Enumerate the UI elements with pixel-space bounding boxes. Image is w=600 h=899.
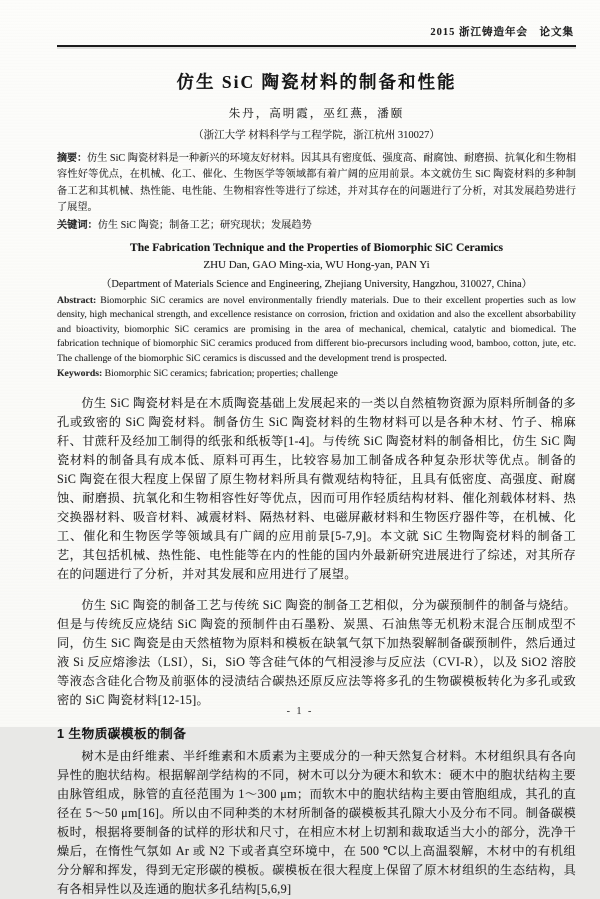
abstract-label-zh: 摘要： <box>57 153 87 164</box>
abstract-label-en: Abstract: <box>57 294 97 306</box>
body-paragraph-1: 仿生 SiC 陶瓷材料是在木质陶瓷基础上发展起来的一类以自然植物资源为原料所制备的多孔或致密的 SiC 陶瓷材料。制备仿生 SiC 陶瓷材料的生物材料可以是各种木材、竹子、棉麻秆、甘蔗秆及经加工制得的纸张和纸板等[1-4]。与传统 SiC 陶瓷材料的制备相比，仿生 SiC 陶瓷材料的制备具有成本低、原料可再生，比较容易加工制备成各种复杂形状等优点。制备的 SiC 陶瓷在很大程度上保留了原生物材料所具有微观结构特征，且具有低密度、高强度、耐腐蚀、耐磨损、抗氧化和生物相容性好等优点，因而可用作轻质结构材料、催化剂载体材料、热交换器材料、吸音材料、减震材料、隔热材料、电磁屏蔽材料和生物医疗器件等，在机械、化工、催化和生物医学等领域具有广阔的应用前景[5-7,9]。本文就 SiC 生物陶瓷材料的制备工艺，其包括机械、热性能、电性能等在内的性能的国内外最新研究进展进行了综述，对其所存在的问题进行了分析，并对其发展和应用进行了展望。 <box>57 396 576 582</box>
authors-en: ZHU Dan, GAO Ming-xia, WU Hong-yan, PAN Yi <box>203 258 430 271</box>
abstract-text-zh: 仿生 SiC 陶瓷材料是一种新兴的环境友好材料。因其具有密度低、强度高、耐腐蚀、耐磨损、抗氧化和生物相容性好等优点，在机械、化工、催化、生物医学等领域都有着广阔的应用前景。本文就仿生 SiC 陶瓷材料的多种制备工艺和其机械、热性能、电性能、生物相容性等进行了综述，并对其存在的问题进行了分析，对其发展趋势进行了展望。 <box>57 153 577 214</box>
affiliation-en: （Department of Materials Science and Engineering, Zhejiang University, Hangzhou, 310027, China） <box>101 278 532 290</box>
keywords-zh <box>57 218 576 233</box>
abstract-en <box>57 294 576 367</box>
abstract-zh <box>57 151 576 217</box>
page-number: - 1 - <box>286 706 314 717</box>
header-rule <box>57 45 576 47</box>
body-paragraph-2: 仿生 SiC 陶瓷的制备工艺与传统 SiC 陶瓷的制备工艺相似，分为碳预制件的制备与烧结。但是与传统反应烧结 SiC 陶瓷的预制件由石墨粉、炭黑、石油焦等无机粉末混合压制成型不同，仿生 SiC 陶瓷是由天然植物为原料和模板在缺氧气氛下加热裂解制备碳预制件，然后通过液 Si 反应熔渗法（LSI），Si，SiO 等含硅气体的气相浸渗与反应法（CVI-R），以及 SiO2 溶胶等液态含硅化合物及前驱体的浸渍结合碳热还原反应法等将多孔的生物碳模板转化为多孔或致密的 SiC 陶瓷材料[12-15]。 <box>57 598 576 708</box>
paper-title-en: The Fabrication Technique and the Properties of Biomorphic SiC Ceramics <box>129 240 504 254</box>
journal-header: 2015 浙江铸造年会 论文集 <box>430 27 574 38</box>
abstract-text-en: Biomorphic SiC ceramics are novel environmentally friendly materials. Due to their excellent properties such as low density, high mechanical strength, and excellence resistance on corrosion, friction and oxidation and also the excellent absorbability and bioactivity, biomorphic SiC ceramics are promising in the area of mechanical, chemical, catalytic and biomedical. The fabrication technique of biomorphic SiC ceramics produced from different bio-precursors including wood, bamboo, cotton, jute, etc. The challenge of the biomorphic SiC ceramics is discussed and the development trend is prospected. <box>57 294 576 364</box>
section-heading-1: 1 生物质碳模板的制备 <box>57 726 187 741</box>
keywords-text-zh: 仿生 SiC 陶瓷；制备工艺；研究现状；发展趋势 <box>97 219 312 231</box>
authors-zh: 朱丹，高明霞，巫红燕，潘颐 <box>228 108 405 120</box>
keywords-label-zh: 关键词： <box>57 219 98 231</box>
affiliation-zh: （浙江大学 材料科学与工程学院，浙江杭州 310027） <box>193 130 440 141</box>
keywords-text-en: Biomorphic SiC ceramics; fabrication; properties; challenge <box>102 367 338 379</box>
keywords-label-en: Keywords: <box>57 367 103 379</box>
paper-title-zh: 仿生 SiC 陶瓷材料的制备和性能 <box>176 72 457 92</box>
keywords-en <box>57 367 576 382</box>
body-paragraph-3: 树木是由纤维素、半纤维素和木质素为主要成分的一种天然复合材料。木材组织具有各向异性的胞状结构。根据解剖学结构的不同，树木可以分为硬木和软木：硬木中的胞状结构主要由脉管组成，脉管的直径范围为 1～300 μm；而软木中的胞状结构主要由管胞组成，其孔的直径在 5～50 μm[16]。所以由不同种类的木材所制备的碳模板其孔隙大小及分布不同。制备碳模板时，根据将要制备的试样的形状和尺寸，在相应木材上切割和裁取适当大小的部分，洗净干燥后，在惰性气氛如 Ar 或 N2 下或者真空环境中，在 500 ℃以上高温裂解，木材中的有机组分分解和挥发，得到无定形碳的模板。碳模板在很大程度上保留了原木材组织的生态结构，具有各相异性以及连通的胞状多孔结构[5,6,9] <box>57 748 576 896</box>
